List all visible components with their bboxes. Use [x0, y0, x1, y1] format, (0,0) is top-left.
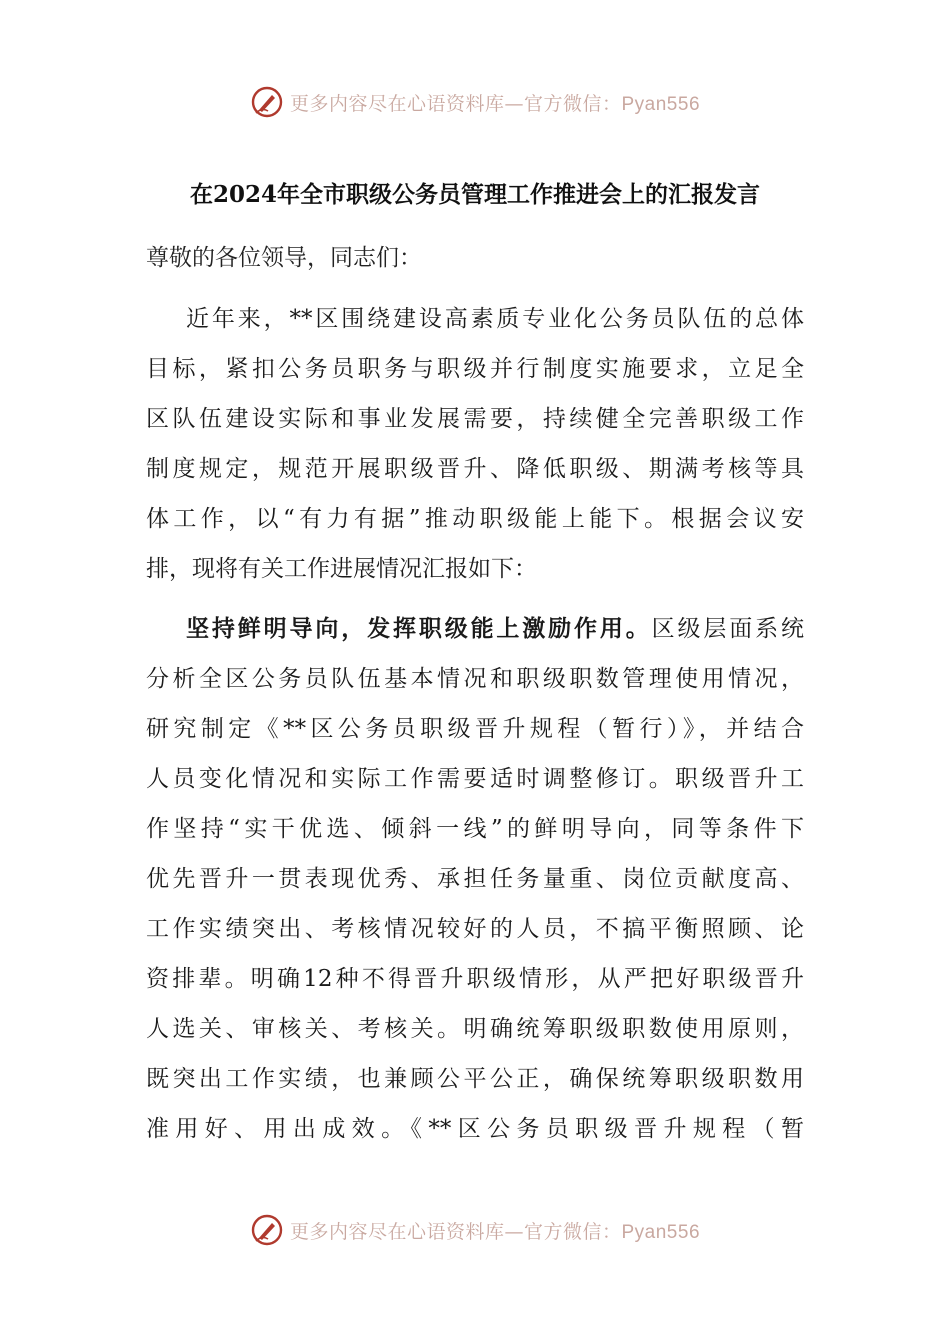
paragraph-line: 人选关、审核关、考核关。明确统筹职级职数使用原则， [146, 1016, 804, 1042]
paragraph-line: 排，现将有关工作进展情况汇报如下： [146, 556, 537, 582]
banner-text-cn: 更多内容尽在心语资料库—官方微信： [289, 1220, 622, 1243]
paragraph-line: 准用好、用出成效。《**区公务员职级晋升规程（暂 [146, 1116, 804, 1142]
paragraph-line: 区队伍建设实际和事业发展需要，持续健全完善职级工作 [146, 406, 804, 432]
paragraph-line: 制度规定，规范开展职级晋升、降低职级、期满考核等具 [146, 456, 804, 482]
paragraph-line: 研究制定《**区公务员职级晋升规程（暂行）》，并结合 [146, 716, 804, 742]
header-banner [0, 82, 950, 122]
pen-circle-logo-icon [250, 1213, 284, 1247]
pen-circle-logo-icon [250, 85, 284, 119]
paragraph-line-rest: 区级层面系统 [651, 616, 804, 642]
banner-text-wechat-id: Pyan556 [621, 93, 701, 115]
paragraph-line: 作坚持“实干优选、倾斜一线”的鲜明导向，同等条件下 [146, 816, 804, 842]
paragraph-line: 既突出工作实绩，也兼顾公平公正，确保统筹职级职数用 [146, 1066, 804, 1092]
paragraph-line: 优先晋升一贯表现优秀、承担任务量重、岗位贡献度高、 [146, 866, 804, 892]
paragraph-line: 人员变化情况和实际工作需要适时调整修订。职级晋升工 [146, 766, 804, 792]
paragraph-line: 目标，紧扣公务员职务与职级并行制度实施要求，立足全 [146, 356, 804, 382]
paragraph-line: 近年来，**区围绕建设高素质专业化公务员队伍的总体 [186, 306, 804, 332]
paragraph-line: 工作实绩突出、考核情况较好的人员，不搞平衡照顾、论 [146, 916, 804, 942]
banner-text-wechat-id: Pyan556 [621, 1221, 701, 1243]
banner-text [290, 1217, 700, 1244]
paragraph-line: 资排辈。明确12种不得晋升职级情形，从严把好职级晋升 [146, 966, 804, 992]
paragraph-line: 体工作，以“有力有据”推动职级能上能下。根据会议安 [146, 506, 804, 532]
banner-text [290, 89, 700, 116]
document-title: 在2024年全市职级公务员管理工作推进会上的汇报发言 [189, 181, 760, 208]
paragraph-intro [146, 294, 804, 594]
paragraph-guidance [146, 604, 804, 1154]
paragraph-line: 分析全区公务员队伍基本情况和职级职数管理使用情况， [146, 666, 804, 692]
paragraph-heading: 坚持鲜明导向，发挥职级能上激励作用。 [186, 615, 652, 642]
salutation: 尊敬的各位领导，同志们： [146, 245, 422, 271]
banner-text-cn: 更多内容尽在心语资料库—官方微信： [289, 92, 622, 115]
footer-banner [0, 1210, 950, 1250]
paragraph-line [146, 604, 804, 654]
